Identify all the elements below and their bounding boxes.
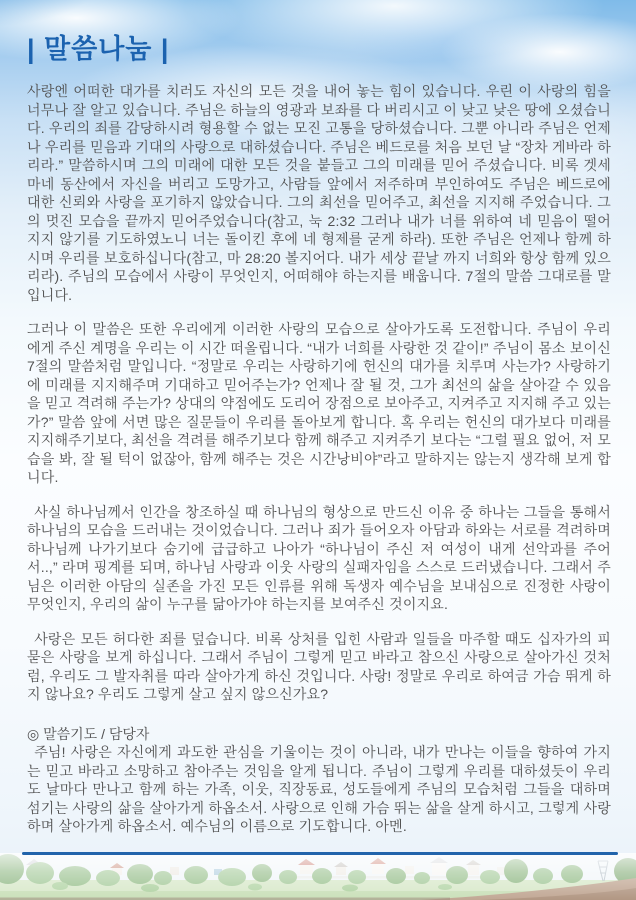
prayer-heading: ◎ 말씀기도 / 담당자 [27, 725, 150, 742]
landscape-photo [0, 853, 636, 900]
section-divider-line [22, 852, 618, 855]
body-paragraph-2: 그러나 이 말씀은 또한 우리에게 이러한 사랑의 모습으로 살아가도록 도전합니다. 주님이 우리에게 주신 계명을 우리는 이 시간 떠올립니다. “내가 너희를 사랑한 것 같이!” 주님이 몸소 보이신 7절의 말씀처럼 말입니다. “정말로 우리는 사랑하기에 헌신의 대가를 치루며 사는가? 사랑하기에 미래를 지지해주며 기대하고 믿어주는가? 언제나 잘 될 것, 그가 최선의 삶을 살아갈 수 있음을 믿고 격려해 주는가? 상대의 약점에도 도리어 장점으로 보아주고, 지켜주고 지지해 주고 있는가?” 말씀 앞에 서면 많은 질문들이 우리를 돌아보게 합니다. 혹 우리는 헌신의 대가보다 미래를 지지해주기보다, 최선을 격려를 해주기보다 함께 해주고 지켜주기 보다는 “그럴 필요 없어, 저 모습을 봐, 잘 될 턱이 없잖아, 함께 해주는 것은 시간낭비야”라고 말하지는 않는지 생각해 보게 합니다. [27, 321, 611, 486]
sermon-text [27, 82, 611, 836]
body-paragraph-3: 사실 하나님께서 인간을 창조하실 때 하나님의 형상으로 만드신 이유 중 하나는 그들을 통해서 하나님의 모습을 드러내는 것이었습니다. 그러나 죄가 들어오자 아담과 하와는 서로를 격려하며 하나님께 나가기보다 숨기에 급급하고 나아가 “하나님이 주신 저 여성이 내게 선악과를 주어서..,” 라며 핑계를 되며, 하나님 사랑과 이웃 사랑의 실패자임을 스스로 드러냈습니다. 그래서 주님은 이러한 아담의 실존을 가진 모든 인류를 위해 독생자 예수님을 보내심으로 진정한 사랑이 무엇인지, 우리의 삶이 누구를 닮아가야 하는지를 보여주신 것이지요. [27, 503, 611, 613]
body-paragraph-1: 사랑엔 어떠한 대가를 치러도 자신의 모든 것을 내어 놓는 힘이 있습니다. 우린 이 사랑의 힘을 너무나 잘 알고 있습니다. 주님은 하늘의 영광과 보좌를 다 버리시고 이 낮고 낮은 땅에 오셨습니다. 우리의 죄를 감당하시려 형용할 수 없는 모진 고통을 당하셨습니다. 그뿐 아니라 주님은 언제나 우리를 믿음과 기대의 사랑으로 대하셨습니다. 주님은 베드로를 처음 보던 날 “장차 게바라 하리라.” 말씀하시며 그의 미래에 대한 모든 것을 붙들고 그의 미래를 믿어 주셨습니다. 비록 겟세마네 동산에서 자신을 버리고 도망가고, 사람들 앞에서 저주하며 부인하여도 주님은 베드로에 대한 신뢰와 사랑을 포기하지 않았습니다. 그의 최선을 믿어주고, 최선을 지지해 주었습니다. 그의 멋진 모습을 끝까지 믿어주었습니다(참고, 눅 2:32 그러나 내가 너를 위하여 네 믿음이 떨어지지 않기를 기도하였노니 너는 돌이킨 후에 네 형제를 굳게 하라). 또한 주님은 언제나 함께 하시며 우리를 보호하십니다(참고, 마 28:20 볼지어다. 내가 세상 끝날 까지 너희와 항상 함께 있으리라). 주님의 모습에서 사랑이 무엇인지, 어떠해야 하는지를 배웁니다. 7절의 말씀 그대로를 말입니다. [27, 83, 611, 303]
page-title: | 말씀나눔 | [27, 34, 170, 64]
body-paragraph-4: 사랑은 모든 허다한 죄를 덮습니다. 비록 상처를 입힌 사람과 일들을 마주할 때도 십자가의 피 묻은 사랑을 보게 하십니다. 그래서 주님이 그렇게 믿고 바라고 참으신 사랑으로 살아가신 것처럼, 우리도 그 발자취를 따라 살아가게 하신 것입니다. 사랑! 정말로 우리로 하여금 가슴 뛰게 하지 않나요? 우리도 그렇게 살고 싶지 않으신가요? [27, 630, 611, 703]
landscape-illustration [0, 853, 636, 900]
page-content [27, 34, 611, 852]
prayer-paragraph: 주님! 사랑은 자신에게 과도한 관심을 기울이는 것이 아니라, 내가 만나는 이들을 향하여 가지는 믿고 바라고 소망하고 참아주는 것임을 알게 됩니다. 주님이 그렇게 우리를 대하셨듯이 우리도 날마다 만나고 함께 하는 가족, 이웃, 직장동료, 성도들에게 주님의 모습처럼 그들을 대하며 섬기는 사랑의 삶을 살아가게 하옵소서. 사랑으로 인해 가슴 뛰는 삶을 살게 하시고, 그렇게 사랑하며 살아가게 하옵소서. 예수님의 이름으로 기도합니다. 아멘. [27, 744, 611, 835]
